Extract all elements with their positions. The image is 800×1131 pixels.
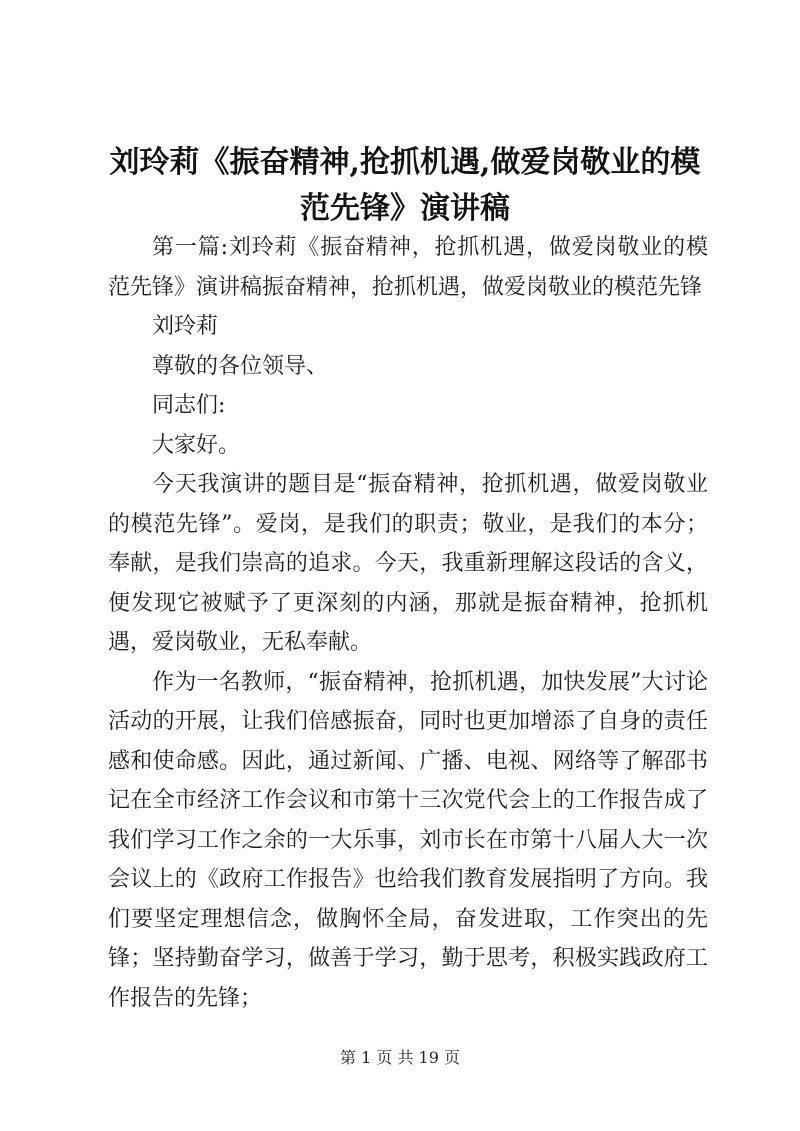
document-body xyxy=(108,228,708,1018)
paragraph-topic: 今天我演讲的题目是“振奋精神，抢抓机遇，做爱岗敬业的模范先锋”。爱岗，是我们的职责；敬业，是我们的本分；奉献，是我们崇高的追求。今天，我重新理解这段话的含义，便发现它被赋予了更深刻的内涵，那就是振奋精神，抢抓机遇，爱岗敬业，无私奉献。 xyxy=(108,472,708,655)
paragraph-salutation: 尊敬的各位领导、 xyxy=(152,353,329,379)
paragraph-greeting: 大家好。 xyxy=(152,432,241,458)
paragraph-intro: 第一篇:刘玲莉《振奋精神，抢抓机遇，做爱岗敬业的模范先锋》演讲稿振奋精神，抢抓机遇，做爱岗敬业的模范先锋 xyxy=(108,235,708,300)
paragraph-comrades: 同志们: xyxy=(152,393,226,418)
page-number-footer: 第 1 页 共 19 页 xyxy=(340,1048,460,1067)
document-title: 刘玲莉《振奋精神,抢抓机遇,做爱岗敬业的模范先锋》演讲稿 xyxy=(109,145,701,226)
paragraph-author: 刘玲莉 xyxy=(152,314,219,339)
paragraph-teacher: 作为一名教师，“振奋精神，抢抓机遇，加快发展”大讨论活动的开展，让我们倍感振奋，同时也更加增添了自身的责任感和使命感。因此，通过新闻、广播、电视、网络等了解邵书记在全市经济工作会议和市第十三次党代会上的工作报告成了我们学习工作之余的一大乐事，刘市长在市第十八届人大一次会议上的《政府工作报告》也给我们教育发展指明了方向。我们要坚定理想信念，做胸怀全局，奋发进取，工作突出的先锋；坚持勤奋学习，做善于学习，勤于思考，积极实践政府工作报告的先锋； xyxy=(108,669,708,1011)
